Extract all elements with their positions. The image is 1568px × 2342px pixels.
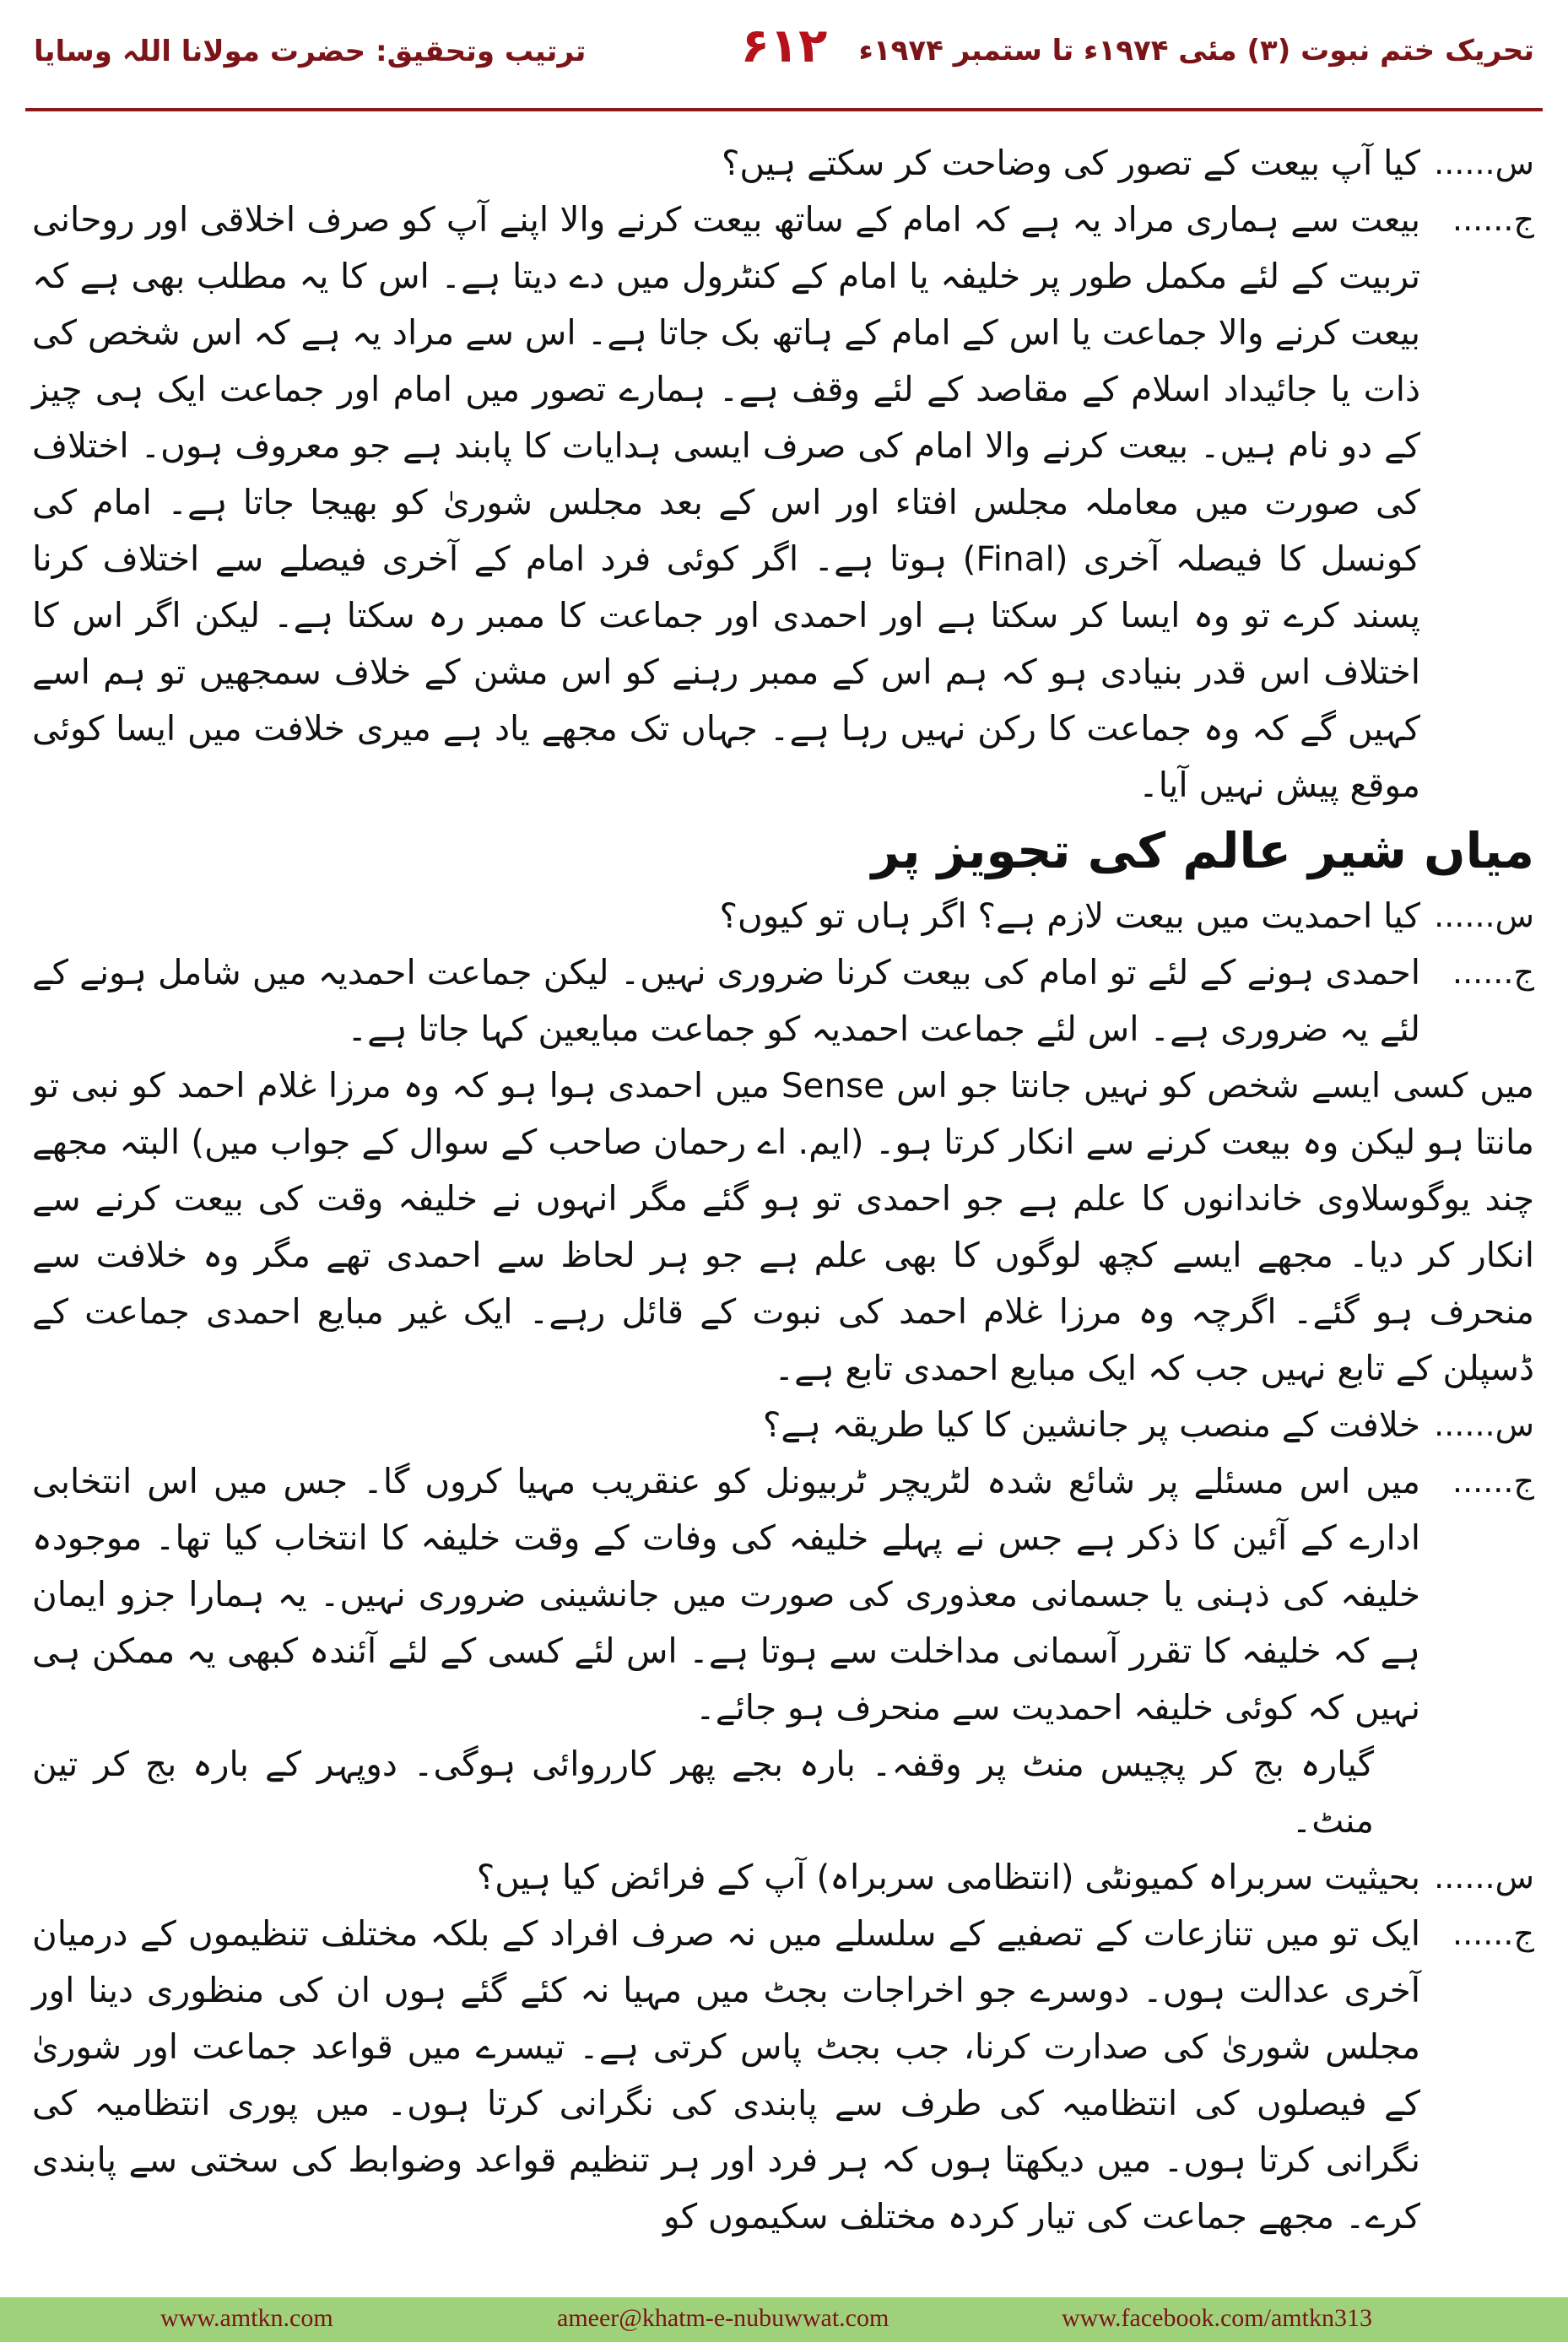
answer-text: احمدی ہونے کے لئے تو امام کی بیعت کرنا ضروری نہیں۔ لیکن جماعت احمدیہ میں شامل ہونے کے لئے یہ ضروری ہے۔ اس لئے جماعت احمدیہ کو جماعت مبایعین کہا جاتا ہے۔ [32, 952, 1420, 1049]
compiler-credit: ترتیب وتحقیق: حضرت مولانا اللہ وسایا [34, 35, 587, 68]
email-link[interactable]: ameer@khatm-e-nubuwwat.com [557, 2304, 889, 2332]
question-marker: س...... [1434, 1406, 1534, 1443]
question-paragraph [32, 135, 1534, 192]
book-title: تحریک ختم نبوت (۳) مئی ۱۹۷۴ء تا ستمبر ۱۹۷۴ء [858, 34, 1534, 68]
answer-paragraph [32, 1453, 1534, 1736]
answer-text: میں اس مسئلے پر شائع شدہ لٹریچر ٹربیونل کو عنقریب مہیا کروں گا۔ جس میں اس انتخابی ادارے کے آئین کا ذکر ہے جس نے پہلے خلیفہ کی وفات کے وقت خلیفہ کا انتخاب کیا تھا۔ موجودہ خلیفہ کی ذہنی یا جسمانی معذوری کی صورت میں جانشینی ضروری نہیں۔ یہ ہمارا جزو ایمان ہے کہ خلیفہ کا تقرر آسمانی مداخلت سے ہوتا ہے۔ اس لئے کسی کے لئے آئندہ کبھی یہ ممکن ہی نہیں کہ کوئی خلیفہ احمدیت سے منحرف ہو جائے۔ [32, 1461, 1420, 1728]
answer-paragraph [32, 944, 1534, 1057]
question-paragraph [32, 1849, 1534, 1906]
page-header [0, 0, 1568, 110]
answer-marker: ج...... [1452, 201, 1534, 238]
answer-text: بیعت سے ہماری مراد یہ ہے کہ امام کے ساتھ بیعت کرنے والا اپنے آپ کو صرف اخلاقی اور روحانی تربیت کے لئے مکمل طور پر خلیفہ یا امام کے کنٹرول میں دے دیتا ہے۔ اس کا یہ مطلب بھی ہے کہ بیعت کرنے والا جماعت یا اس کے امام کے ہاتھ بک جاتا ہے۔ اس سے مراد یہ ہے کہ اس شخص کی ذات یا جائیداد اسلام کے مقاصد کے لئے وقف ہے۔ ہمارے تصور میں امام اور جماعت ایک ہی چیز کے دو نام ہیں۔ بیعت کرنے والا امام کی صرف ایسی ہدایات کا پابند ہے جو معروف ہوں۔ اختلاف کی صورت میں معاملہ مجلس افتاء اور اس کے بعد مجلس شوریٰ کو بھیجا جاتا ہے۔ امام کی کونسل کا فیصلہ آخری (Final) ہوتا ہے۔ اگر کوئی فرد امام کے آخری فیصلے سے اختلاف کرنا پسند کرے تو وہ ایسا کر سکتا ہے اور احمدی اور جماعت کا ممبر رہ سکتا ہے۔ لیکن اگر اس کا اختلاف اس قدر بنیادی ہو کہ ہم اس کے ممبر رہنے کو اس مشن کے خلاف سمجھیں تو ہم اسے کہیں گے کہ وہ جماعت کا رکن نہیں رہا ہے۔ جہاں تک مجھے یاد ہے میری خلافت میں ایسا کوئی موقع پیش نہیں آیا۔ [32, 199, 1420, 805]
answer-marker: ج...... [1452, 1915, 1534, 1952]
question-text: بحیثیت سربراہ کمیونٹی (انتظامی سربراہ) آپ کے فرائض کیا ہیں؟ [476, 1857, 1420, 1897]
session-note: گیارہ بج کر پچیس منٹ پر وقفہ۔ بارہ بجے پھر کارروائی ہوگی۔ دوپہر کے بارہ بج کر تین منٹ۔ [32, 1744, 1374, 1841]
page-body [32, 135, 1534, 2245]
body-paragraph: میں کسی ایسے شخص کو نہیں جانتا جو اس Sense میں احمدی ہوا ہو کہ وہ مرزا غلام احمد کو نبی تو مانتا ہو لیکن وہ بیعت کرنے سے انکار کرتا ہو۔ (ایم. اے رحمان صاحب کے سوال کے جواب میں) البتہ مجھے چند یوگوسلاوی خاندانوں کا علم ہے جو احمدی تو ہو گئے مگر انہوں نے خلیفہ وقت کی بیعت کرنے سے انکار کر دیا۔ مجھے ایسے کچھ لوگوں کا بھی علم ہے جو ہر لحاظ سے احمدی تھے مگر وہ خلافت سے منحرف ہو گئے۔ اگرچہ وہ مرزا غلام احمد کی نبوت کے قائل رہے۔ ایک غیر مبایع احمدی جماعت کے ڈسپلن کے تابع نہیں جب کہ ایک مبایع احمدی تابع ہے۔ [32, 1065, 1534, 1388]
answer-paragraph [32, 192, 1534, 814]
section-heading: میاں شیر عالم کی تجویز پر [871, 822, 1534, 879]
question-marker: س...... [1434, 1858, 1534, 1896]
question-marker: س...... [1434, 897, 1534, 934]
website-link[interactable]: www.amtkn.com [160, 2304, 333, 2332]
answer-marker: ج...... [1452, 954, 1534, 991]
question-paragraph [32, 888, 1534, 944]
answer-paragraph [32, 1906, 1534, 2245]
question-text: کیا احمدیت میں بیعت لازم ہے؟ اگر ہاں تو کیوں؟ [719, 895, 1420, 936]
page-number: ۶۱۲ [740, 19, 828, 73]
answer-text: ایک تو میں تنازعات کے تصفیے کے سلسلے میں نہ صرف افراد کے بلکہ مختلف تنظیموں کے درمیان آخری عدالت ہوں۔ دوسرے جو اخراجات بجٹ میں مہیا نہ کئے گئے ہوں ان کی منظوری دینا اور مجلس شوریٰ کی صدارت کرنا، جب بجٹ پاس کرتی ہے۔ تیسرے میں قواعد جماعت اور شوریٰ کے فیصلوں کی انتظامیہ کی طرف سے پابندی کی نگرانی کرتا ہوں۔ میں پوری انتظامیہ کی نگرانی کرتا ہوں۔ میں دیکھتا ہوں کہ ہر فرد اور ہر تنظیم قواعد وضوابط کی سختی سے پابندی کرے۔ مجھے جماعت کی تیار کردہ مختلف سکیموں کو [32, 1913, 1420, 2237]
facebook-link[interactable]: www.facebook.com/amtkn313 [1062, 2304, 1372, 2332]
question-paragraph [32, 1397, 1534, 1453]
question-text: خلافت کے منصب پر جانشین کا کیا طریقہ ہے؟ [762, 1404, 1420, 1445]
page-footer [0, 2297, 1568, 2342]
answer-marker: ج...... [1452, 1463, 1534, 1500]
question-text: کیا آپ بیعت کے تصور کی وضاحت کر سکتے ہیں؟ [721, 143, 1420, 183]
header-divider [25, 108, 1543, 111]
question-marker: س...... [1434, 144, 1534, 181]
